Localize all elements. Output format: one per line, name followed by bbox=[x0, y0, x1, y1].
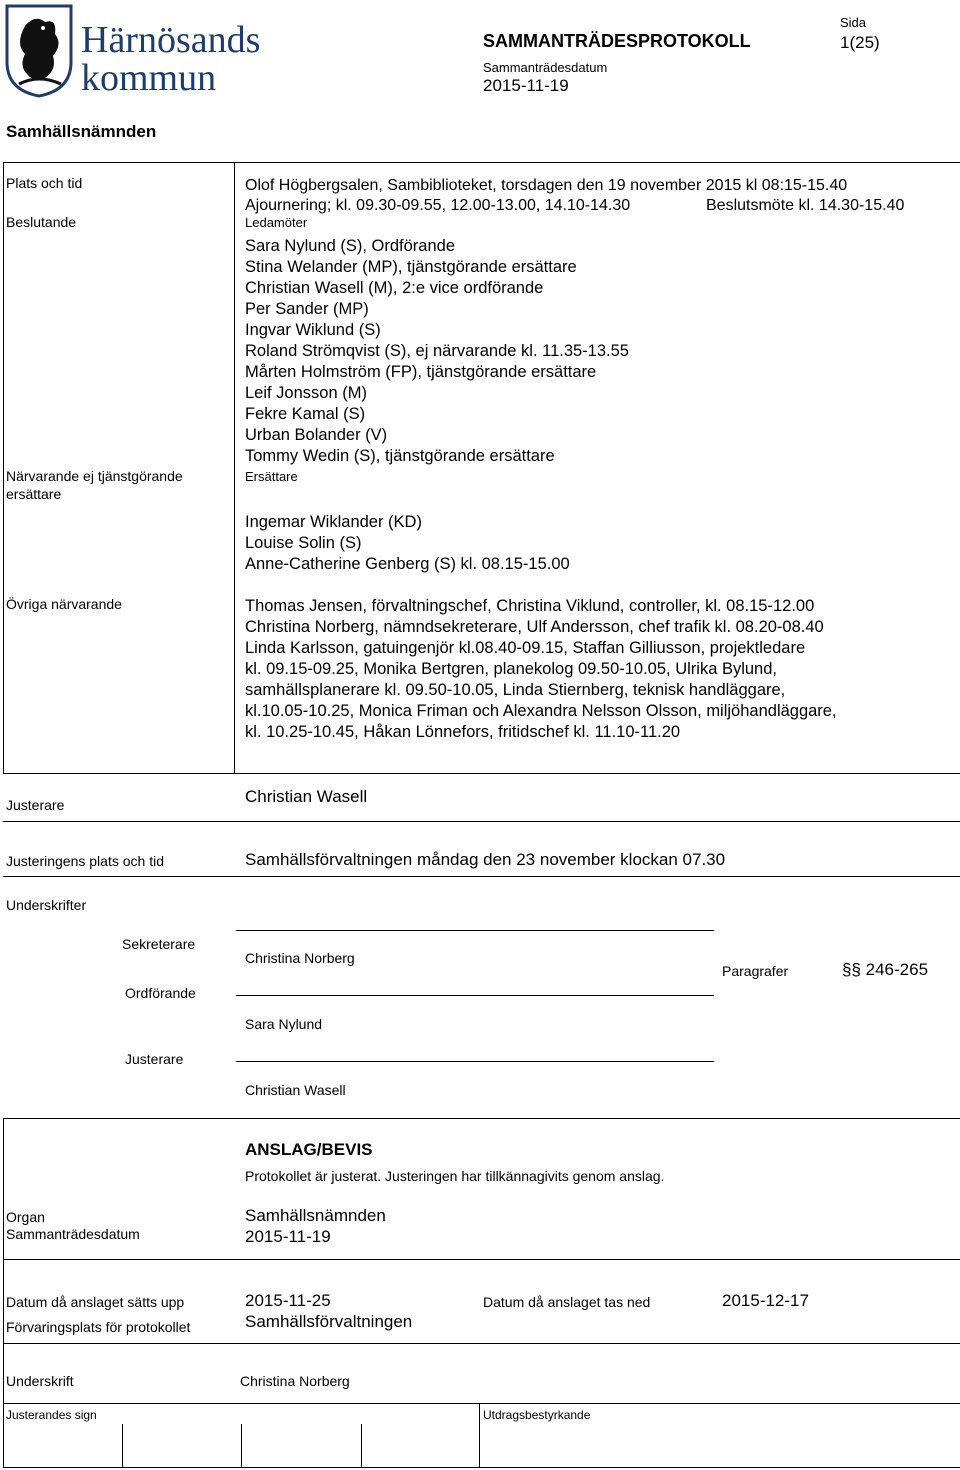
sign-box-divider bbox=[3, 1403, 4, 1467]
substitutes-label: Närvarande ej tjänstgörande bbox=[6, 468, 183, 484]
member-item: Ingvar Wiklund (S) bbox=[245, 321, 381, 339]
column-divider bbox=[234, 162, 235, 773]
document-title: SAMMANTRÄDESPROTOKOLL bbox=[483, 31, 751, 51]
adjournment-value: Ajournering; kl. 09.30-09.55, 12.00-13.00, 14.10-14.30 bbox=[245, 197, 631, 214]
page-number: 1(25) bbox=[840, 33, 880, 52]
column-divider bbox=[3, 1118, 4, 1403]
members-heading: Ledamöter bbox=[245, 215, 308, 230]
signature-line bbox=[236, 930, 714, 931]
members-list bbox=[245, 236, 629, 467]
posted-date-label: Datum då anslaget sätts upp bbox=[6, 1294, 185, 1310]
others-line: Thomas Jensen, förvaltningschef, Christina Viklund, controller, kl. 08.15-12.00 bbox=[245, 597, 815, 615]
substitutes-heading: Ersättare bbox=[245, 469, 298, 484]
meeting-date: 2015-11-19 bbox=[483, 76, 569, 95]
divider bbox=[3, 1467, 960, 1468]
divider bbox=[3, 876, 960, 877]
divider bbox=[3, 1403, 960, 1404]
posted-date-value: 2015-11-25 bbox=[245, 1291, 331, 1310]
others-present-label: Övriga närvarande bbox=[6, 596, 122, 612]
member-item: Leif Jonsson (M) bbox=[245, 384, 367, 402]
divider bbox=[3, 773, 960, 774]
logo-line-2: kommun bbox=[81, 57, 217, 99]
others-line: samhällsplanerare kl. 09.50-10.05, Linda Stiernberg, teknisk handläggare, bbox=[245, 681, 786, 699]
member-item: Stina Welander (MP), tjänstgörande ersättare bbox=[245, 258, 577, 276]
organ-value: Samhällsnämnden bbox=[245, 1206, 386, 1225]
removed-date-value: 2015-12-17 bbox=[722, 1291, 809, 1310]
sign-box-divider bbox=[361, 1424, 362, 1467]
notice-heading: ANSLAG/BEVIS bbox=[245, 1140, 373, 1159]
storage-label: Förvaringsplats för protokollet bbox=[6, 1319, 191, 1335]
sign-box-divider bbox=[241, 1424, 242, 1467]
member-item: Roland Strömqvist (S), ej närvarande kl. 11.35-13.55 bbox=[245, 342, 629, 360]
others-present-list bbox=[245, 596, 837, 743]
adjuster-value: Christian Wasell bbox=[245, 787, 368, 806]
municipality-logo bbox=[5, 4, 285, 100]
signature-line bbox=[236, 995, 714, 996]
storage-value: Samhällsförvaltningen bbox=[245, 1312, 413, 1331]
member-item: Mårten Holmström (FP), tjänstgörande ersättare bbox=[245, 363, 597, 381]
signature-name: Christina Norberg bbox=[240, 1373, 350, 1389]
place-time-value: Olof Högbergsalen, Sambiblioteket, torsdagen den 19 november 2015 kl 08:15-15.40 bbox=[245, 177, 848, 194]
adjuster-label: Justerare bbox=[6, 797, 65, 813]
sign-box-divider bbox=[479, 1403, 480, 1467]
page-label: Sida bbox=[840, 15, 867, 30]
adjuster-signature-label: Justerare bbox=[125, 1051, 184, 1067]
adjustment-place-value: Samhällsförvaltningen måndag den 23 november klockan 07.30 bbox=[245, 850, 726, 869]
adjuster-signature-name: Christian Wasell bbox=[245, 1082, 346, 1098]
meeting-date-label: Sammanträdesdatum bbox=[483, 60, 608, 75]
divider bbox=[3, 1343, 960, 1344]
member-item: Christian Wasell (M), 2:e vice ordförande bbox=[245, 279, 544, 297]
notice-date-value: 2015-11-19 bbox=[245, 1227, 331, 1246]
substitute-item: Ingemar Wiklander (KD) bbox=[245, 513, 422, 531]
removed-date-label: Datum då anslaget tas ned bbox=[483, 1294, 651, 1310]
notice-date-label: Sammanträdesdatum bbox=[6, 1226, 140, 1242]
decision-meeting-value: Beslutsmöte kl. 14.30-15.40 bbox=[706, 197, 905, 214]
sign-box-divider bbox=[122, 1424, 123, 1467]
organ-label: Organ bbox=[6, 1209, 45, 1225]
secretary-label: Sekreterare bbox=[122, 936, 196, 952]
substitute-item: Anne-Catherine Genberg (S) kl. 08.15-15.00 bbox=[245, 555, 570, 573]
others-line: kl. 09.15-09.25, Monika Bertgren, planekolog 09.50-10.05, Ulrika Bylund, bbox=[245, 660, 777, 678]
notice-text: Protokollet är justerat. Justeringen har tillkännagivits genom anslag. bbox=[245, 1168, 665, 1184]
member-item: Fekre Kamal (S) bbox=[245, 405, 366, 423]
deciding-label: Beslutande bbox=[6, 214, 77, 230]
secretary-name: Christina Norberg bbox=[245, 950, 355, 966]
member-item: Urban Bolander (V) bbox=[245, 426, 388, 444]
extract-certification-label: Utdragsbestyrkande bbox=[483, 1408, 591, 1422]
committee-name: Samhällsnämnden bbox=[6, 122, 157, 141]
paragraphs-value: §§ 246-265 bbox=[842, 960, 929, 979]
others-line: kl. 10.25-10.45, Håkan Lönnefors, fritidschef kl. 11.10-11.20 bbox=[245, 723, 681, 741]
substitute-item: Louise Solin (S) bbox=[245, 534, 362, 552]
divider bbox=[3, 1259, 960, 1260]
signatures-label: Underskrifter bbox=[6, 897, 87, 913]
others-line: Linda Karlsson, gatuingenjör kl.08.40-09.15, Staffan Gilliusson, projektledare bbox=[245, 639, 806, 657]
signature-label: Underskrift bbox=[6, 1373, 74, 1389]
others-line: kl.10.05-10.25, Monica Friman och Alexandra Nelsson Olsson, miljöhandläggare, bbox=[245, 702, 837, 720]
chair-label: Ordförande bbox=[125, 985, 196, 1001]
signature-line bbox=[236, 1061, 714, 1062]
member-item: Tommy Wedin (S), tjänstgörande ersättare bbox=[245, 447, 555, 465]
adjuster-sign-label: Justerandes sign bbox=[6, 1408, 97, 1422]
divider bbox=[3, 821, 960, 822]
divider bbox=[3, 162, 960, 163]
paragraphs-label: Paragrafer bbox=[722, 963, 789, 979]
column-divider bbox=[3, 162, 4, 773]
logo-line-1: Härnösands bbox=[81, 19, 261, 61]
substitutes-list bbox=[245, 512, 570, 575]
others-line: Christina Norberg, nämndsekreterare, Ulf Andersson, chef trafik kl. 08.20-08.40 bbox=[245, 618, 824, 636]
substitutes-label-cont: ersättare bbox=[6, 486, 62, 502]
coat-of-arms-icon bbox=[5, 4, 73, 98]
chair-name: Sara Nylund bbox=[245, 1016, 323, 1032]
member-item: Sara Nylund (S), Ordförande bbox=[245, 237, 456, 255]
divider bbox=[3, 1118, 960, 1119]
place-time-label: Plats och tid bbox=[6, 175, 83, 191]
member-item: Per Sander (MP) bbox=[245, 300, 369, 318]
adjustment-place-label: Justeringens plats och tid bbox=[6, 853, 164, 869]
